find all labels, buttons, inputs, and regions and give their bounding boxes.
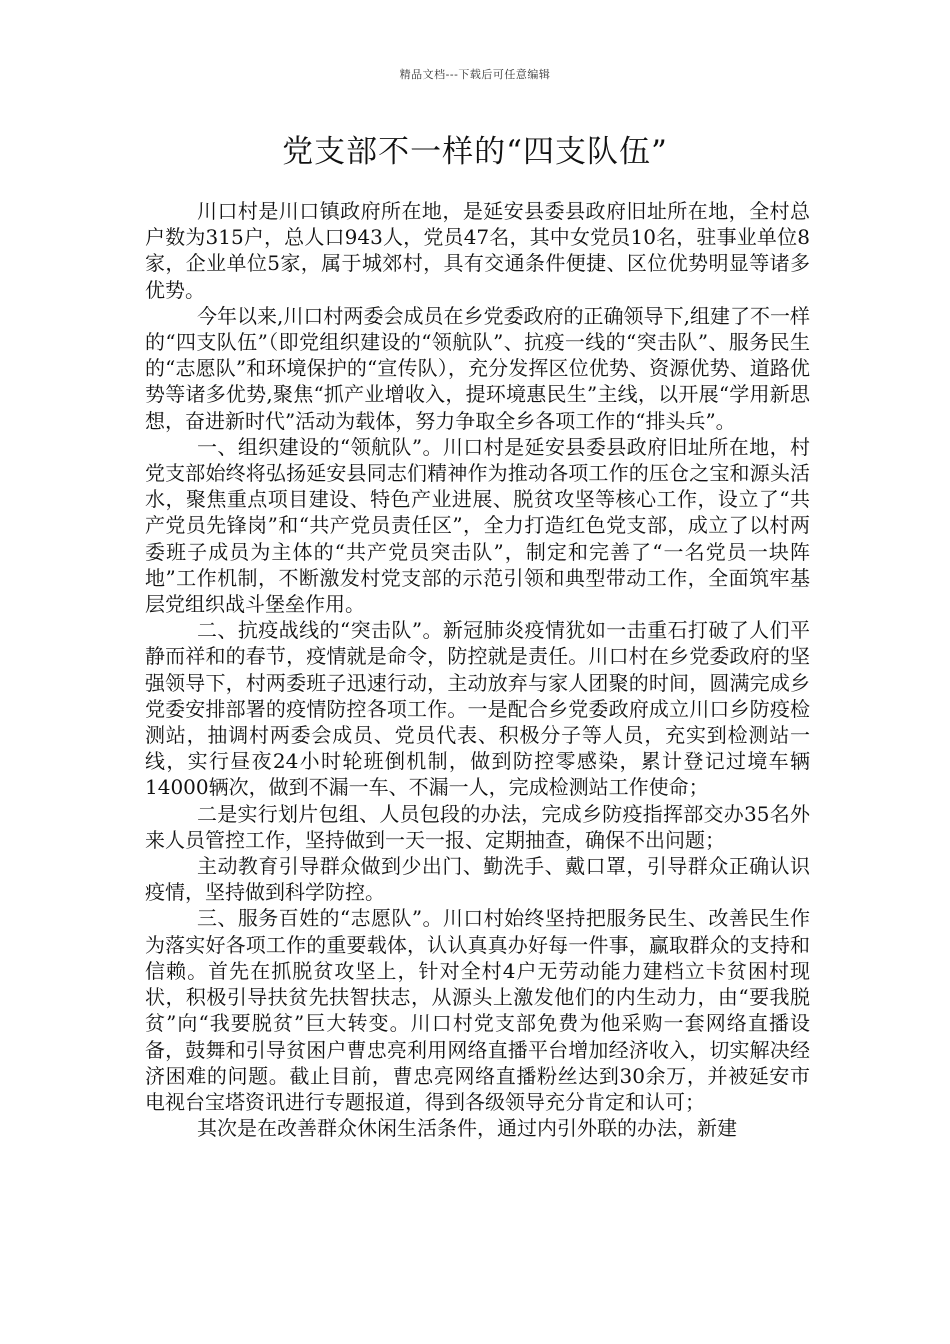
header-note: 精品文档---下载后可任意编辑 <box>399 68 551 81</box>
paragraph: 今年以来,川口村两委会成员在乡党委政府的正确领导下,组建了不一样的“四支队伍”（即党组织建设的“领航队”、抗疫一线的“突击队”、服务民生的“志愿队”和环境保护的“宣传队），充分发挥区位优势、资源优势、道路优势等诸多优势,聚焦“抓产业增收入，提环境惠民生”主线，以开展“学用新思想，奋进新时代”活动为载体，努力争取全乡各项工作的“排头兵”。 <box>145 303 810 433</box>
paragraph: 川口村是川口镇政府所在地，是延安县委县政府旧址所在地，全村总户数为315户，总人口943人，党员47名，其中女党员10名，驻事业单位8家，企业单位5家，属于城郊村，具有交通条件便捷、区位优势明显等诸多优势。 <box>145 199 810 302</box>
paragraph: 三、服务百姓的“志愿队”。川口村始终坚持把服务民生、改善民生作为落实好各项工作的重要载体，认认真真办好每一件事，赢取群众的支持和信赖。首先在抓脱贫攻坚上，针对全村4户无劳动能力建档立卡贫困村现状，积极引导扶贫先扶智扶志，从源头上激发他们的内生动力，由“要我脱贫”向“我要脱贫”巨大转变。川口村党支部免费为他采购一套网络直播设备，鼓舞和引导贫困户曹忠亮利用网络直播平台增加经济收入，切实解决经济困难的问题。截止目前，曹忠亮网络直播粉丝达到30余万，并被延安市电视台宝塔资讯进行专题报道，得到各级领导充分肯定和认可； <box>145 906 810 1114</box>
paragraph: 二是实行划片包组、人员包段的办法，完成乡防疫指挥部交办35名外来人员管控工作，坚持做到一天一报、定期抽查，确保不出问题； <box>145 801 810 852</box>
document-title: 党支部不一样的“四支队伍” <box>282 134 668 170</box>
paragraph: 一、组织建设的“领航队”。川口村是延安县委县政府旧址所在地，村党支部始终将弘扬延安县同志们精神作为推动各项工作的压仓之宝和源头活水，聚焦重点项目建设、特色产业进展、脱贫攻坚等核心工作，设立了“共产党员先锋岗”和“共产党员责任区”，全力打造红色党支部，成立了以村两委班子成员为主体的“共产党员突击队”，制定和完善了“一名党员一块阵地”工作机制，不断激发村党支部的示范引领和典型带动工作，全面筑牢基层党组织战斗堡垒作用。 <box>145 434 810 617</box>
document-body <box>145 198 810 1141</box>
paragraph: 二、抗疫战线的“突击队”。新冠肺炎疫情犹如一击重石打破了人们平静而祥和的春节，疫情就是命令，防控就是责任。川口村在乡党委政府的坚强领导下，村两委班子迅速行动，主动放弃与家人团聚的时间，圆满完成乡党委安排部署的疫情防控各项工作。一是配合乡党委政府成立川口乡防疫检测站，抽调村两委会成员、党员代表、积极分子等人员，充实到检测站一线，实行昼夜24小时轮班倒机制，做到防控零感染，累计登记过境车辆14000辆次，做到不漏一车、不漏一人，完成检测站工作使命； <box>145 618 810 800</box>
paragraph: 主动教育引导群众做到少出门、勤洗手、戴口罩，引导群众正确认识疫情，坚持做到科学防控。 <box>145 854 810 905</box>
paragraph: 其次是在改善群众休闲生活条件，通过内引外联的办法，新建 <box>197 1116 737 1141</box>
